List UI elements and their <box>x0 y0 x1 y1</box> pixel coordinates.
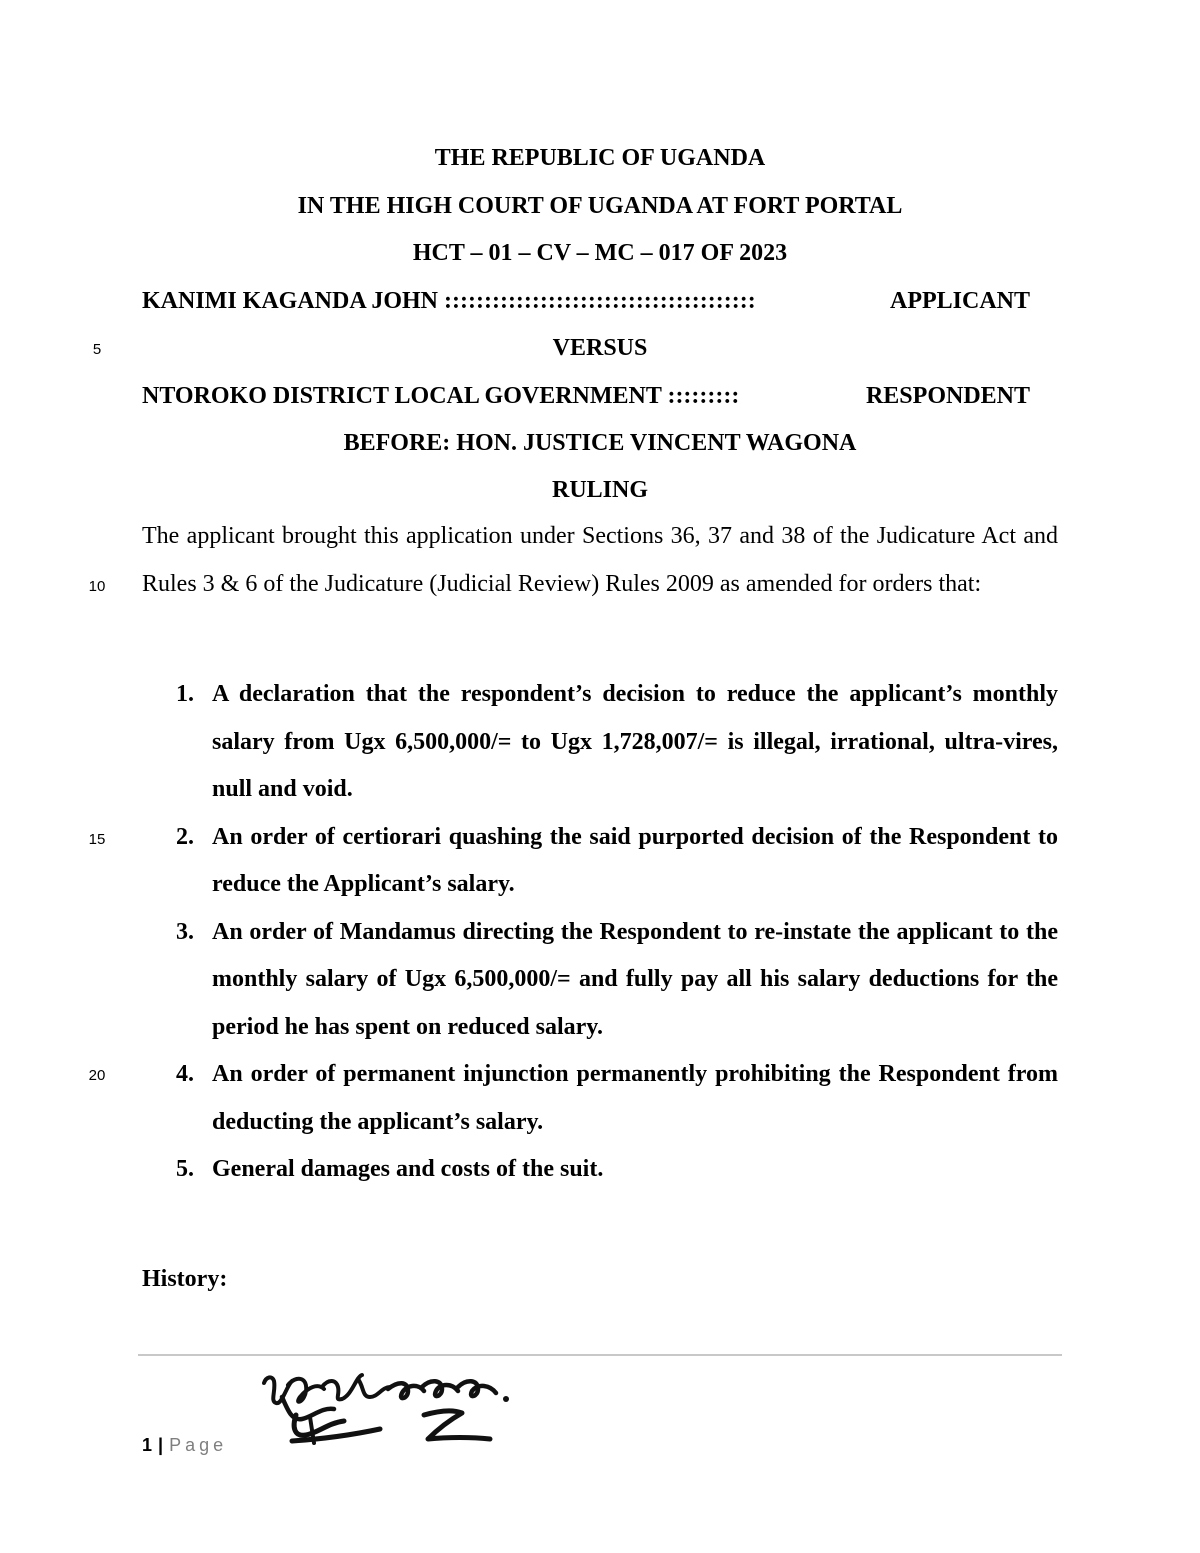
applicant-role: APPLICANT <box>889 288 1030 314</box>
respondent-role: RESPONDENT <box>865 383 1030 409</box>
respondent-line <box>142 381 1030 411</box>
judge-heading: BEFORE: HON. JUSTICE VINCENT WAGONA <box>343 430 857 456</box>
footer-divider <box>138 1354 1062 1356</box>
order-item <box>142 671 1058 814</box>
versus-heading: VERSUS <box>552 335 648 361</box>
order-number: 1. <box>176 681 194 707</box>
line-number-20: 20 <box>88 1067 106 1084</box>
applicant-line <box>142 286 1030 316</box>
case-number: HCT – 01 – CV – MC – 017 OF 2023 <box>412 240 788 266</box>
page-footer <box>142 1433 227 1457</box>
order-text: An order of Mandamus directing the Respondent to re-instate the applicant to the monthly salary of Ugx 6,500,000/= and fully pay all his salary deductions for the period he has spent on reduced salary. <box>212 918 1058 1040</box>
order-text: An order of certiorari quashing the said purported decision of the Respondent to reduce the Applicant’s salary. <box>212 823 1058 897</box>
line-number-5: 5 <box>92 341 102 358</box>
order-item <box>142 1146 1058 1194</box>
history-heading: History: <box>142 1266 228 1292</box>
line-number-10: 10 <box>88 578 106 595</box>
order-number: 5. <box>176 1156 194 1182</box>
order-text: General damages and costs of the suit. <box>212 1156 604 1182</box>
order-item <box>142 814 1058 909</box>
applicant-name: KANIMI KAGANDA JOHN ::::::::::::::::::::::::::::::::::::::: <box>142 288 756 314</box>
order-text: A declaration that the respondent’s decision to reduce the applicant’s monthly salary from Ugx 6,500,000/= to Ugx 1,728,007/= is illegal, irrational, ultra-vires, null and void. <box>212 681 1058 802</box>
page-label: Page <box>169 1435 228 1455</box>
ruling-title: RULING <box>551 477 648 503</box>
order-item <box>142 909 1058 1052</box>
order-item <box>142 1051 1058 1146</box>
orders-list <box>142 671 1058 1194</box>
page-number: 1 <box>142 1435 153 1455</box>
order-text: An order of permanent injunction permanently prohibiting the Respondent from deducting the applicant’s salary. <box>212 1061 1058 1135</box>
order-number: 2. <box>176 823 194 850</box>
court-heading: IN THE HIGH COURT OF UGANDA AT FORT PORTAL <box>297 193 903 219</box>
republic-heading: THE REPUBLIC OF UGANDA <box>434 145 766 171</box>
order-number: 4. <box>176 1061 194 1087</box>
respondent-name: NTOROKO DISTRICT LOCAL GOVERNMENT ::::::::: <box>142 383 740 409</box>
order-number: 3. <box>176 918 194 945</box>
page-separator: | <box>158 1435 164 1455</box>
judge-signature <box>252 1357 522 1453</box>
line-number-15: 15 <box>88 831 106 848</box>
intro-paragraph: The applicant brought this application under Sections 36, 37 and 38 of the Judicature Act and Rules 3 & 6 of the Judicature (Judicial Review) Rules 2009 as amended for orders that: <box>142 523 1058 597</box>
